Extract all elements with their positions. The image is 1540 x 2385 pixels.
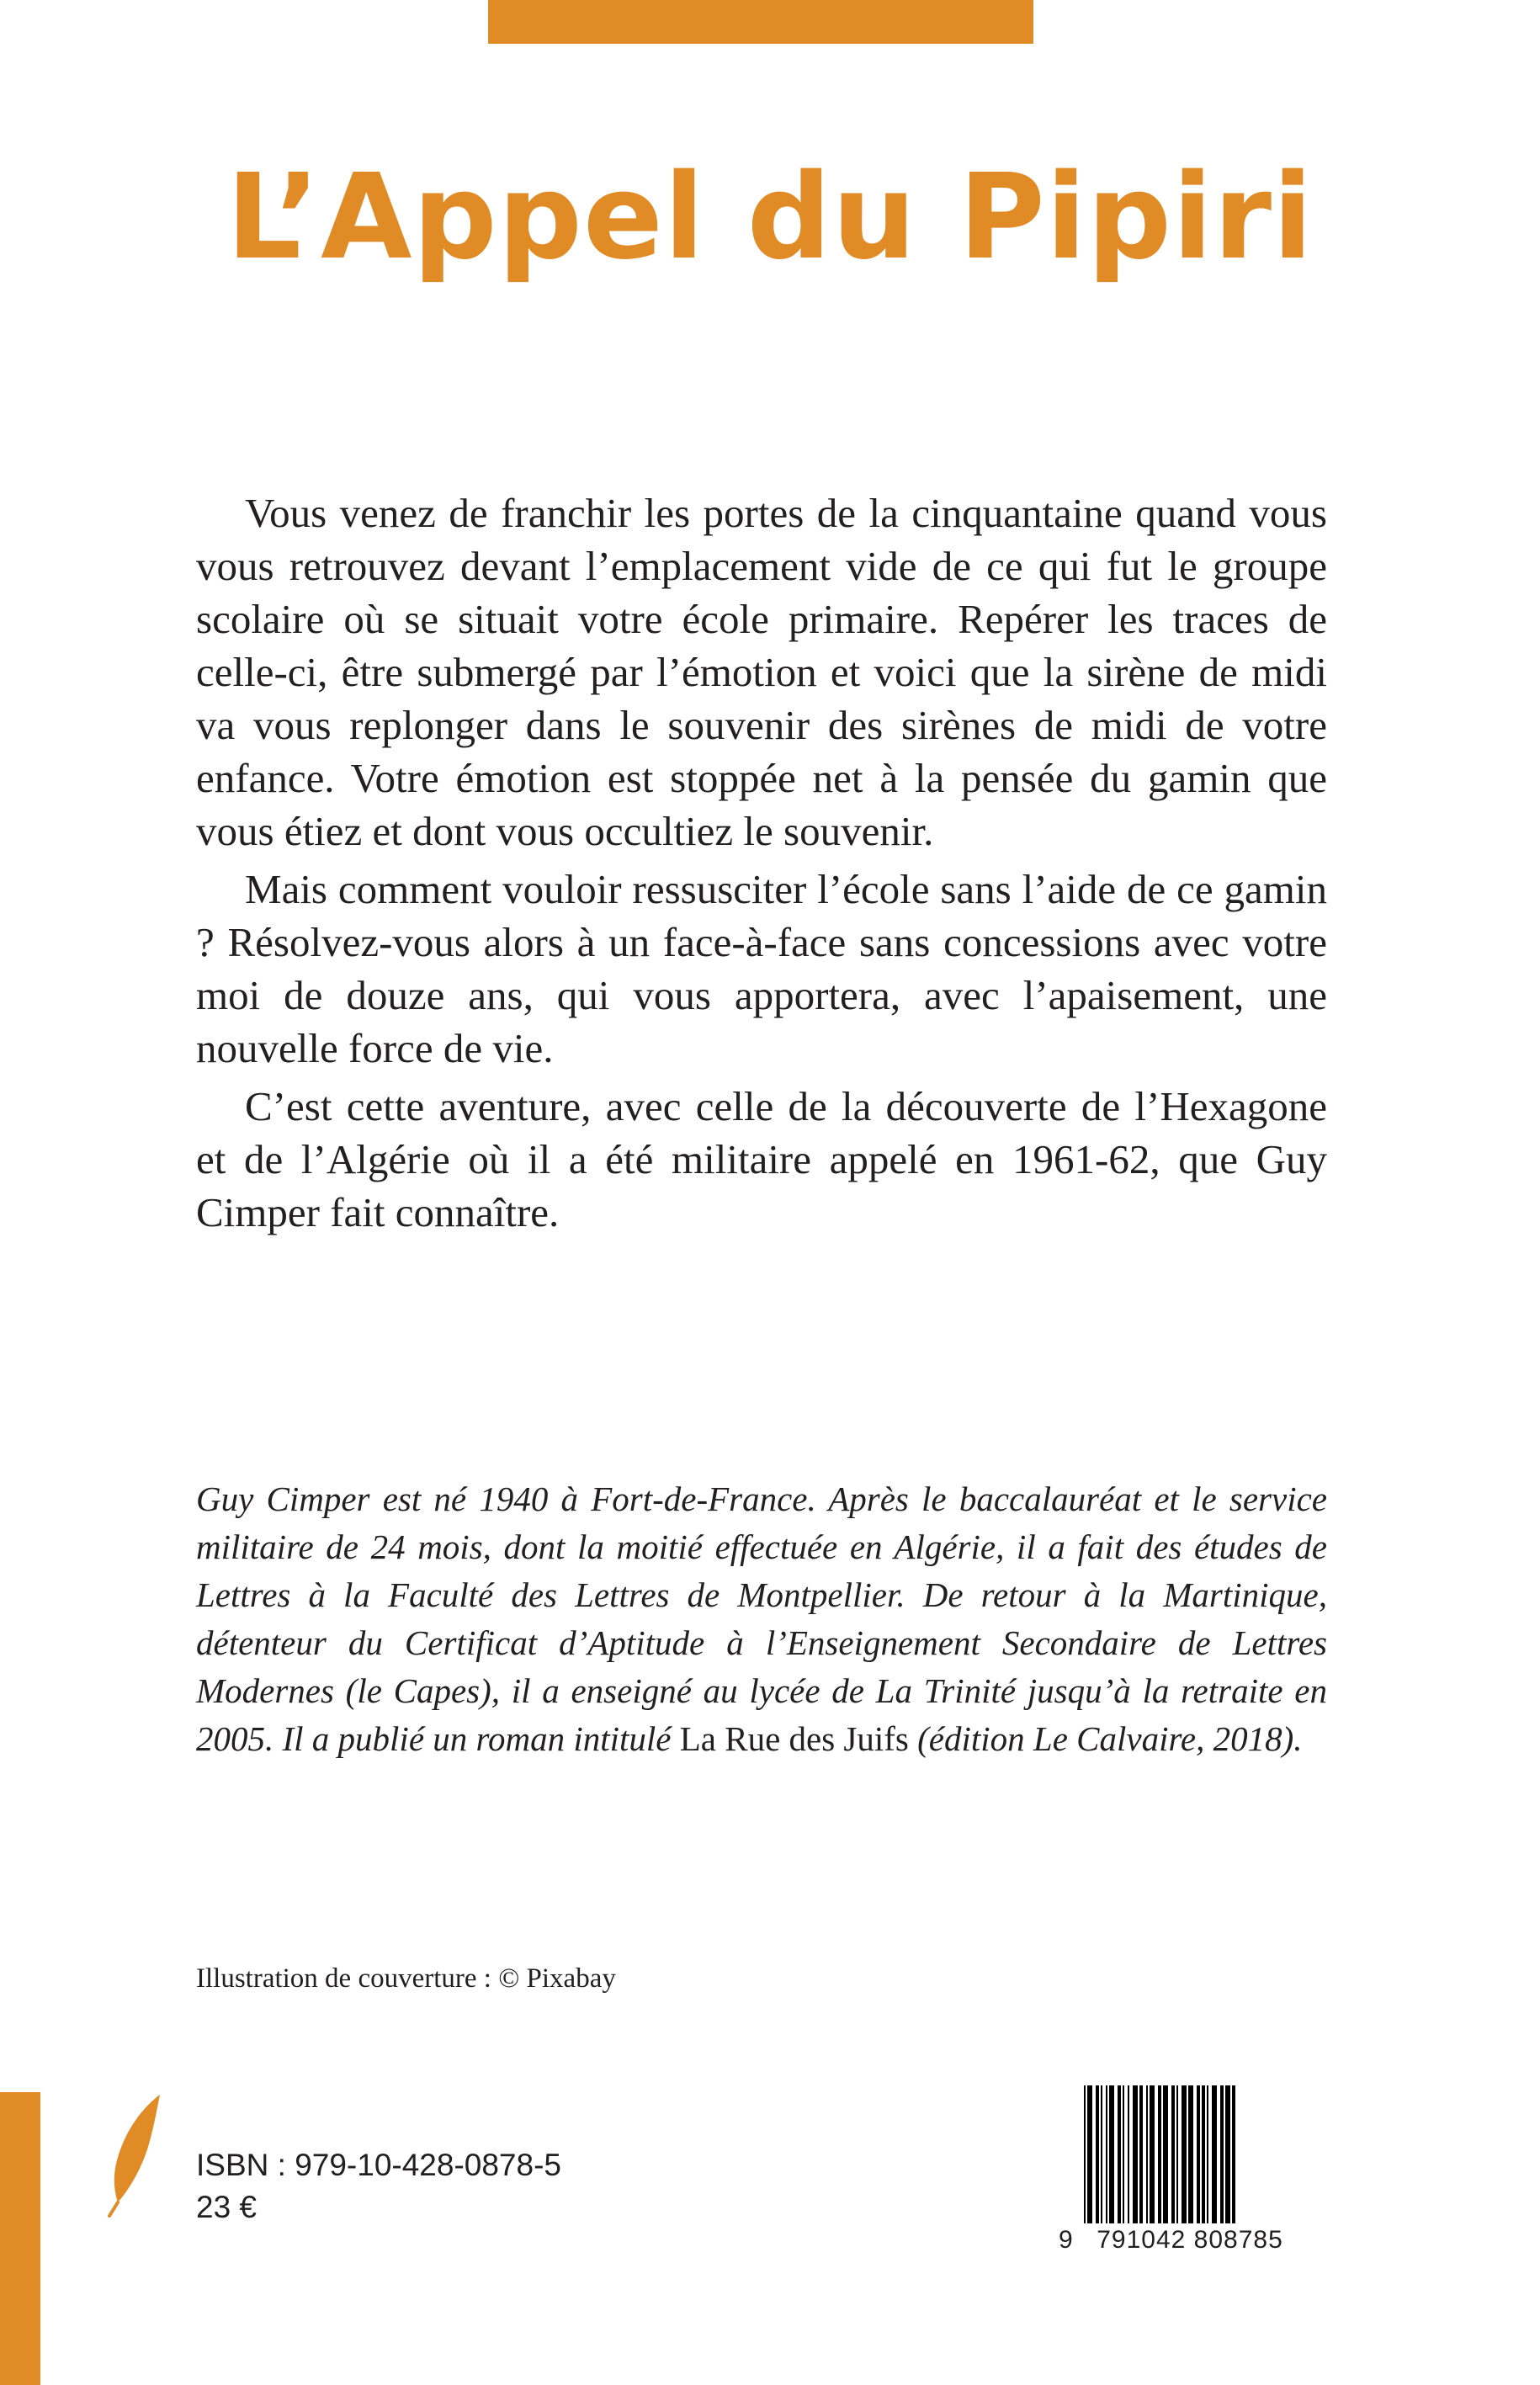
- book-title: L’Appel du Pipiri: [226, 149, 1314, 286]
- barcode-bar: [1158, 2085, 1161, 2223]
- barcode-bar: [1220, 2085, 1224, 2223]
- barcode-bar: [1150, 2085, 1155, 2223]
- barcode-bar: [1197, 2085, 1200, 2223]
- barcode-bar: [1133, 2085, 1138, 2223]
- price: 23 €: [196, 2190, 258, 2224]
- barcode-bar: [1118, 2085, 1121, 2223]
- barcode-bar: [1128, 2085, 1129, 2223]
- barcode-bar: [1171, 2085, 1175, 2223]
- side-accent-bar: [0, 2092, 40, 2385]
- barcode-digit-first: 9: [1059, 2226, 1074, 2254]
- barcode-bar: [1188, 2085, 1193, 2223]
- barcode-bar: [1096, 2085, 1099, 2223]
- barcode-digits: [1059, 2226, 1323, 2255]
- barcode-bar: [1123, 2085, 1124, 2223]
- isbn-block: [196, 2144, 561, 2228]
- barcode-bar: [1182, 2085, 1187, 2223]
- feather-icon: [106, 2091, 165, 2218]
- barcode-bar: [1202, 2085, 1205, 2223]
- barcode-bar: [1212, 2085, 1217, 2223]
- barcode-bar: [1109, 2085, 1114, 2223]
- isbn-number: ISBN : 979-10-428-0878-5: [196, 2148, 561, 2182]
- barcode-bar: [1084, 2085, 1086, 2223]
- blurb-paragraph-1: Vous venez de franchir les portes de la cinquantaine quand vous vous retrouvez devant l’emplacement vide de ce qui fut le groupe scolaire où se situait votre école primaire. Repérer les traces de celle-ci, être submergé par l’émotion et voici que la sirène de midi va vous replonger dans le souvenir des sirènes de midi de votre enfance. Votre émotion est stoppée net à la pensée du gamin que vous étiez et dont vous occultiez le souvenir.: [196, 490, 1327, 854]
- barcode-bar: [1101, 2085, 1102, 2223]
- author-bio-edition: (édition Le Calvaire, 2018).: [908, 1719, 1303, 1758]
- barcode-bar: [1207, 2085, 1208, 2223]
- author-bio: [196, 1475, 1327, 1763]
- barcode-bar: [1176, 2085, 1178, 2223]
- blurb-paragraph-3: C’est cette aventure, avec celle de la découverte de l’Hexagone et de l’Algérie où il a été militaire appelé en 1961-62, que Guy Cimper fait connaître.: [196, 1083, 1327, 1235]
- barcode-bar: [1225, 2085, 1230, 2223]
- barcode-bar: [1139, 2085, 1143, 2223]
- blurb: [196, 486, 1327, 1244]
- illustration-credit: Illustration de couverture : © Pixabay: [196, 1963, 616, 1994]
- barcode-digits-rest: 791042 808785: [1097, 2226, 1283, 2254]
- barcode: [1059, 2085, 1323, 2223]
- author-bio-book-title: La Rue des Juifs: [679, 1719, 909, 1758]
- author-bio-text: Guy Cimper est né 1940 à Fort-de-France. Après le baccalauréat et le service militaire de 24 mois, dont la moitié effectuée en Algérie, il a fait des études de Lettres à la Faculté des Lettres de Montpellier. De retour à la Martinique, détenteur du Certificat d’Aptitude à l’Enseignement Secondaire de Lettres Modernes (le Capes), il a enseigné au lycée de La Trinité jusqu’à la retraite en 2005. Il a publié un roman intitulé: [196, 1479, 1327, 1758]
- barcode-bar: [1106, 2085, 1107, 2223]
- blurb-paragraph-2: Mais comment vouloir ressusciter l’école sans l’aide de ce gamin ? Résolvez-vous alors à un face-à-face sans concessions avec votre moi de douze ans, qui vous apportera, avec l’apaisement, une nouvelle force de vie.: [196, 866, 1327, 1071]
- top-accent-bar: [488, 0, 1033, 44]
- barcode-bar: [1163, 2085, 1168, 2223]
- barcode-bar: [1087, 2085, 1092, 2223]
- barcode-bar: [1146, 2085, 1148, 2223]
- barcode-bar: [1232, 2085, 1235, 2223]
